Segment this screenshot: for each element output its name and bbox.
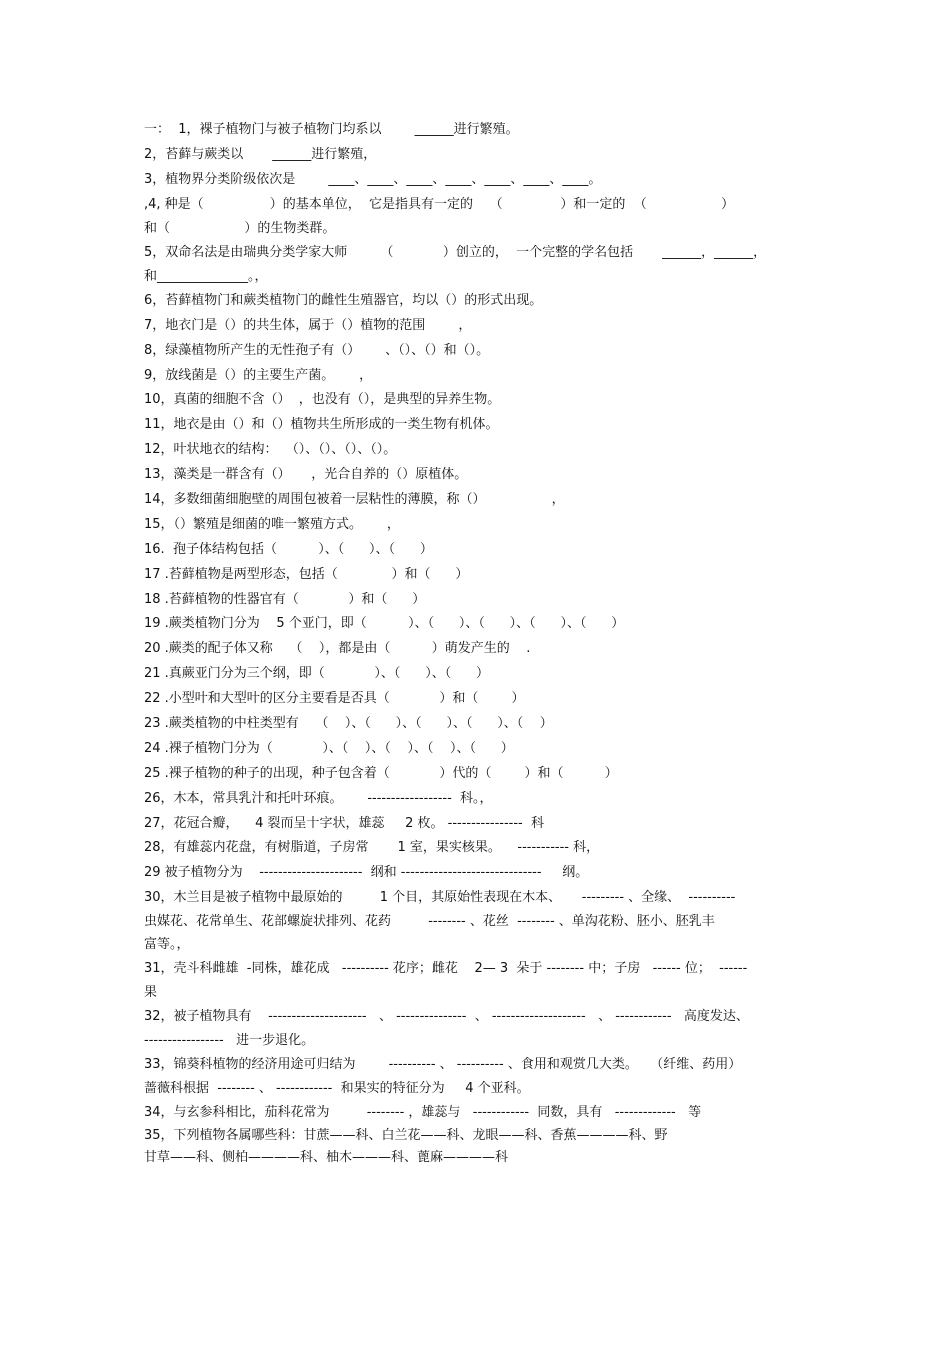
question-line [144,736,810,761]
question-line [144,687,810,712]
question-text: 富等。， [144,937,190,953]
question-line [144,1077,810,1100]
question-line [144,786,810,811]
question-text: 30，木兰目是被子植物中最原始的 1 个目，其原始性表现在木本、 --------- 、全缘、 ---------- [144,890,736,906]
question-text: 14，多数细菌细胞壁的周围包被着一层粘性的薄膜，称（） ， [144,492,565,508]
question-text: ,4, 种是（ ）的基本单位， 它是指具有一定的 （ ）和一定的 （ ） [144,197,735,213]
question-line [144,313,810,338]
question-text: 12，叶状地衣的结构： （）、（）、（）、（）。 [144,442,397,458]
question-text: 31，壳斗科雌雄 -同株，雄花成 ---------- 花序；雌花 2— 3 朵于 -------- 中；子房 ------ 位； ------ [144,961,748,977]
question-line [144,562,810,587]
question-line [144,193,810,218]
question-text: 25 .裸子植物的种子的出现，种子包含着（ ）代的（ ）和（ ） [144,765,618,781]
question-text: 和______________。， [144,268,268,284]
question-text: 28，有雄蕊内花盘，有树脂道，子房常 1 室，果实核果。 ----------- 科， [144,840,600,856]
question-text: 24 .裸子植物门分为（ ）、（ ）、（ ）、（ ）、（ ） [144,740,514,756]
question-text: ----------------- 进一步退化。 [144,1033,315,1048]
question-line [144,512,810,537]
question-list [144,118,810,1169]
question-text: 一： 1，裸子植物门与被子植物门均系以 ______进行繁殖。 [144,122,519,138]
question-text: 8，绿藻植物所产生的无性孢子有（） 、（）、（）和（）。 [144,342,490,358]
question-text: 26，木本，常具乳汁和托叶环痕。 ------------------ 科。， [144,790,493,806]
question-text: 蔷薇科根据 -------- 、 ------------ 和果实的特征分为 4 个亚科。 [144,1080,530,1096]
question-text: 15，（）繁殖是细菌的唯一繁殖方式。 ， [144,516,400,532]
question-text: 和（ ）的生物类群。 [144,221,336,237]
question-line [144,1005,810,1030]
question-text: 27，花冠合瓣， 4 裂而呈十字状，雄蕊 2 枚。 ---------------- 科 [144,815,544,831]
question-text: 10，真菌的细胞不含（） ，也没有（），是典型的异养生物。 [144,392,501,408]
question-line [144,934,810,957]
question-text: 5，双命名法是由瑞典分类学家大师 （ ）创立的， 一个完整的学名包括 ______，______， [144,245,767,260]
question-text: 2，苔藓与蕨类以 ______进行繁殖， [144,147,377,163]
question-line [144,911,810,934]
question-text: 果 [144,985,158,1001]
question-text: 20 .蕨类的配子体又称 （ ），都是由（ ）萌发产生的 . [144,641,531,657]
question-line [144,338,810,363]
question-text: 18 .苔藓植物的性器官有（ ）和（ ） [144,591,426,607]
question-line [144,241,810,266]
question-line [144,168,810,193]
question-line [144,1125,810,1146]
question-line [144,957,810,982]
question-text: 16. 孢子体结构包括（ ）、（ ）、（ ） [144,541,433,557]
question-line [144,662,810,687]
question-text: 17 .苔藓植物是两型形态，包括（ ）和（ ） [144,566,469,582]
question-line [144,218,810,241]
question-line [144,413,810,438]
question-line [144,637,810,662]
question-line [144,836,810,861]
question-text: 虫媒花、花常单生、花部螺旋状排列、花药 -------- 、花丝 -------- 、单沟花粉、胚小、胚乳丰 [144,914,715,930]
question-text: 23 .蕨类植物的中柱类型有 （ ）、（ ）、（ ）、（ ）、（ ） [144,716,553,732]
question-text: 34，与玄参科相比，茄科花常为 -------- ，雄蕊与 ------------ 同数，具有 ------------- 等 [144,1104,702,1120]
question-text: 22 .小型叶和大型叶的区分主要看是否具（ ）和（ ） [144,691,525,707]
question-line [144,288,810,313]
question-text: 29 被子植物分为 ---------------------- 纲和 ------------------------------ 纲。 [144,865,589,881]
question-line [144,1146,810,1169]
question-line [144,761,810,786]
question-text: 19 .蕨类植物门分为 5 个亚门，即（ ）、（ ）、（ ）、（ ）、（ ） [144,616,625,632]
question-line [144,1030,810,1053]
question-text: 6，苔藓植物门和蕨类植物门的雌性生殖器官，均以（）的形式出现。 [144,292,543,308]
question-text: 33，锦葵科植物的经济用途可归结为 ---------- 、 ---------- 、食用和观赏几大类。 （纤维、药用） [144,1056,742,1072]
question-text: 35，下列植物各属哪些科：甘蔗——科、白兰花——科、龙眼——科、香蕉————科、野 [144,1127,668,1143]
question-text: 21 .真蕨亚门分为三个纲，即（ ）、（ ）、（ ） [144,666,489,682]
question-text: 11，地衣是由（）和（）植物共生所形成的一类生物有机体。 [144,417,499,433]
question-line [144,886,810,911]
question-text: 7，地衣门是（）的共生体，属于（）植物的范围 ， [144,317,472,333]
question-line [144,1100,810,1125]
question-line [144,537,810,562]
question-text: 9，放线菌是（）的主要生产菌。 ， [144,367,373,383]
question-line [144,265,810,288]
question-line [144,143,810,168]
question-line [144,811,810,836]
question-line [144,712,810,737]
question-text: 32，被子植物具有 --------------------- 、 --------------- 、 -------------------- 、 ------------ 高度发达、 [144,1009,749,1025]
question-line [144,1053,810,1078]
question-text: 13，藻类是一群含有（） ，光合自养的（）原植体。 [144,467,468,483]
question-line [144,587,810,612]
question-line [144,388,810,413]
question-line [144,118,810,143]
question-line [144,438,810,463]
question-line [144,612,810,637]
question-text: 甘草——科、侧柏————科、柚木———科、蓖麻————科 [144,1149,509,1165]
question-text: 3，植物界分类阶级依次是 ____、____、____、____、____、____、____。 [144,172,602,188]
question-line [144,861,810,886]
question-line [144,982,810,1005]
question-line [144,463,810,488]
question-line [144,363,810,388]
question-line [144,488,810,513]
